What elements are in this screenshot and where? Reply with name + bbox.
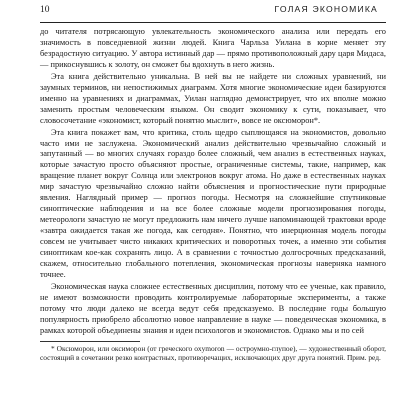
page-number: 10 <box>40 5 50 15</box>
page-header <box>40 4 386 23</box>
paragraph: Эта книга действительно уникальна. В ней вы не найдете ни сложных уравнений, ни заумных терминов, ни непостижимых диаграмм. Хотя многие экономические идеи базируются именно на уравнениях и диаграммах, Уилан наглядно демонстрирует, что их вполне можно заменить простым человеческим языком. Он сводит экономику к сути, показывает, что словосочетание «экономист, который понятно мыслит», вовсе не оксюморон*. <box>40 71 386 125</box>
footnote: * Оксюморон, или оксиморон (от греческого oxymoron — остроумно-глупое), — художественный оборот, состоящий в сочетании резко контрастных, противоречащих, исключающих друг друга понятий. Прим. ред. <box>40 343 386 363</box>
body-text <box>40 27 386 337</box>
paragraph-continued: до читателя потрясающую увлекательность экономического анализа или передать его значимость в повседневной жизни людей. Книга Чарльза Уилана в корне меняет эту безрадостную ситуацию. У автора истинный дар — прямо противоположный дару царя Мидаса, — прикоснувшись к золоту, он сможет бы вдохнуть в него жизнь. <box>40 27 386 69</box>
running-head: ГОЛАЯ ЭКОНОМИКА <box>274 4 378 14</box>
footnote-rule <box>40 341 140 342</box>
paragraph: Экономическая наука сложнее естественных дисциплин, потому что ее ученые, как правило, не имеют возможности проводить контролируемые лабораторные эксперименты, а также потому что люди далеко не всегда ведут себя предсказуемо. В последние годы большую популярность приобрело абсолютно новое направление в науке — поведенческая экономика, в рамках которой объединены знания и идеи психологов и экономистов. Однако мы и по сей <box>40 281 386 335</box>
paragraph: Эта книга покажет вам, что критика, столь щедро сыплющаяся на экономистов, довольно часто ими не заслужена. Экономический анализ действительно чрезвычайно сложный и запутанный — во многих случаях гораздо более сложный, чем анализ в естественных науках, которые зачастую просто объясняют простые, ограниченные системы, такие, например, как вращение планет вокруг Солнца или электронов вокруг атома. Но даже в естественных науках мир зачастую чрезвычайно сложно найти объяснения и прогностические пути природные явления. Наглядный пример — прогноз погоды. Несмотря на сложнейшие спутниковые синоптические наблюдения и на все более сложные модели прогнозирования погоды, метеорологи зачастую не могут предложить нам ничего лучше напоминающей трактовки вроде «завтра ожидается такая же погода, как сегодня». Понятно, что инерционная модель погоды совсем не учитывает чисто никаких критических и поворотных точек, а именно эти события синоптикам кое-как сохранять лицо. А в сравнении с точностью долгосрочных предсказаний, скажем, относительно глобального потепления, экономическая прогнозы наверняка намного точнее. <box>40 127 386 279</box>
